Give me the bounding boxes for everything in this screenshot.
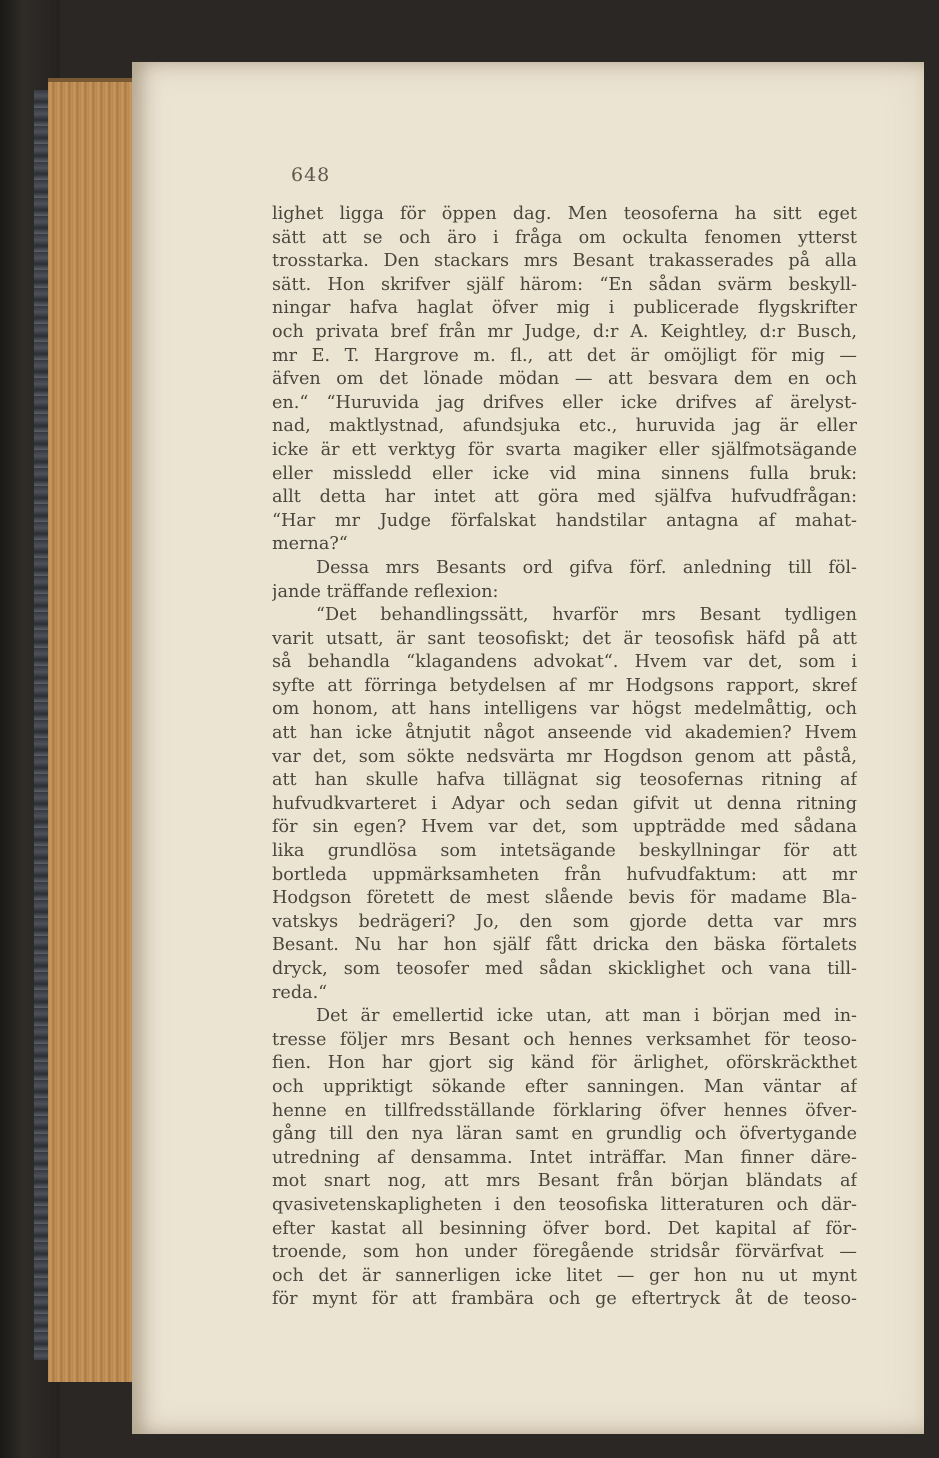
text-line: fien. Hon har gjort sig känd för ärlighet, oförskräckthet <box>272 1053 857 1074</box>
text-line: lika grundlösa som intetsägande beskyllningar för att <box>272 841 857 862</box>
text-line: hufvudkvarteret i Adyar och sedan gifvit ut denna ritning <box>272 793 857 814</box>
text-line: nad, maktlystnad, afundsjuka etc., huruvida jag är eller <box>272 416 857 437</box>
text-line: sätt att se och äro i fråga om ockulta fenomen ytterst <box>272 227 857 248</box>
text-line: utredning af densamma. Intet inträffar. Man finner däre- <box>272 1147 857 1168</box>
text-line: Dessa mrs Besants ord gifva förf. anledning till föl- <box>316 557 857 578</box>
text-line: Det är emellertid icke utan, att man i början med in- <box>316 1006 857 1027</box>
text-line: allt detta har intet att göra med själfva hufvudfrågan: <box>272 487 857 508</box>
text-line: och uppriktigt sökande efter sanningen. Man väntar af <box>272 1076 857 1097</box>
page-number: 648 <box>291 164 331 186</box>
body-text <box>272 203 857 1312</box>
text-line: äfven om det lönade mödan — att besvara dem en och <box>272 369 857 390</box>
text-line: efter kastat all besinning öfver bord. Det kapital af för- <box>272 1218 857 1239</box>
text-line: trosstarka. Den stackars mrs Besant trakasserades på alla <box>272 251 857 272</box>
text-line: att han skulle hafva tillägnat sig teosofernas ritning af <box>272 770 857 791</box>
text-line: syfte att förringa betydelsen af mr Hodgsons rapport, skref <box>272 675 857 696</box>
text-line: för mynt för att frambära och ge eftertryck åt de teoso- <box>272 1289 857 1310</box>
text-line: reda.“ <box>272 982 328 1003</box>
text-line: och det är sannerligen icke litet — ger hon nu ut mynt <box>272 1265 857 1286</box>
text-line: bortleda uppmärksamheten från hufvudfaktum: att mr <box>272 864 857 885</box>
text-line: sätt. Hon skrifver själf härom: “En sådan svärm beskyll- <box>272 274 857 295</box>
text-line: “Det behandlingssätt, hvarför mrs Besant tydligen <box>316 605 857 626</box>
text-line: varit utsatt, är sant teosofiskt; det är teosofisk häfd på att <box>272 628 857 649</box>
text-line: Besant. Nu har hon själf fått dricka den bäska förtalets <box>272 935 857 956</box>
text-line: troende, som hon under föregående stridsår förvärfvat — <box>272 1242 857 1263</box>
text-line: eller missledd eller icke vid mina sinnens fulla bruk: <box>272 463 857 484</box>
text-line: var det, som sökte nedsvärta mr Hogdson genom att påstå, <box>272 746 857 767</box>
text-line: mot snart nog, att mrs Besant från början bländats af <box>272 1171 857 1192</box>
text-line: om honom, att hans intelligens var högst medelmåttig, och <box>272 699 857 720</box>
text-line: henne en tillfredsställande förklaring öfver hennes öfver- <box>272 1100 857 1121</box>
text-line: och privata bref från mr Judge, d:r A. Keightley, d:r Busch, <box>272 321 857 342</box>
text-line: ningar hafva haglat öfver mig i publicerade flygskrifter <box>272 298 857 319</box>
text-line: qvasivetenskapligheten i den teosofiska litteraturen och där- <box>272 1194 857 1215</box>
text-line: en.“ “Huruvida jag drifves eller icke drifves af ärelyst- <box>272 392 857 413</box>
text-line: lighet ligga för öppen dag. Men teosoferna ha sitt eget <box>272 204 857 224</box>
text-line: jande träffande reflexion: <box>272 581 499 602</box>
text-line: merna?“ <box>272 534 348 555</box>
text-line: att han icke åtnjutit något anseende vid akademien? Hvem <box>272 723 857 744</box>
text-line: vatskys bedrägeri? Jo, den som gjorde detta var mrs <box>272 911 857 932</box>
book-page <box>132 62 924 1434</box>
text-line: “Har mr Judge förfalskat handstilar antagna af mahat- <box>272 510 857 531</box>
text-line: Hodgson företett de mest slående bevis för madame Bla- <box>272 888 857 909</box>
page-edges <box>48 78 140 1382</box>
text-line: mr E. T. Hargrove m. fl., att det är omöjligt för mig — <box>272 345 857 366</box>
text-line: icke är ett verktyg för svarta magiker eller själfmotsägande <box>272 439 857 460</box>
text-line: dryck, som teosofer med sådan skicklighet och vana till- <box>272 959 857 979</box>
text-line: tresse följer mrs Besant och hennes verksamhet för teoso- <box>272 1029 857 1050</box>
text-line: för sin egen? Hvem var det, som uppträdde med sådana <box>272 817 857 838</box>
text-line: så behandla “klagandens advokat“. Hvem var det, som i <box>272 652 857 673</box>
text-line: gång till den nya läran samt en grundlig och öfvertygande <box>272 1124 857 1145</box>
